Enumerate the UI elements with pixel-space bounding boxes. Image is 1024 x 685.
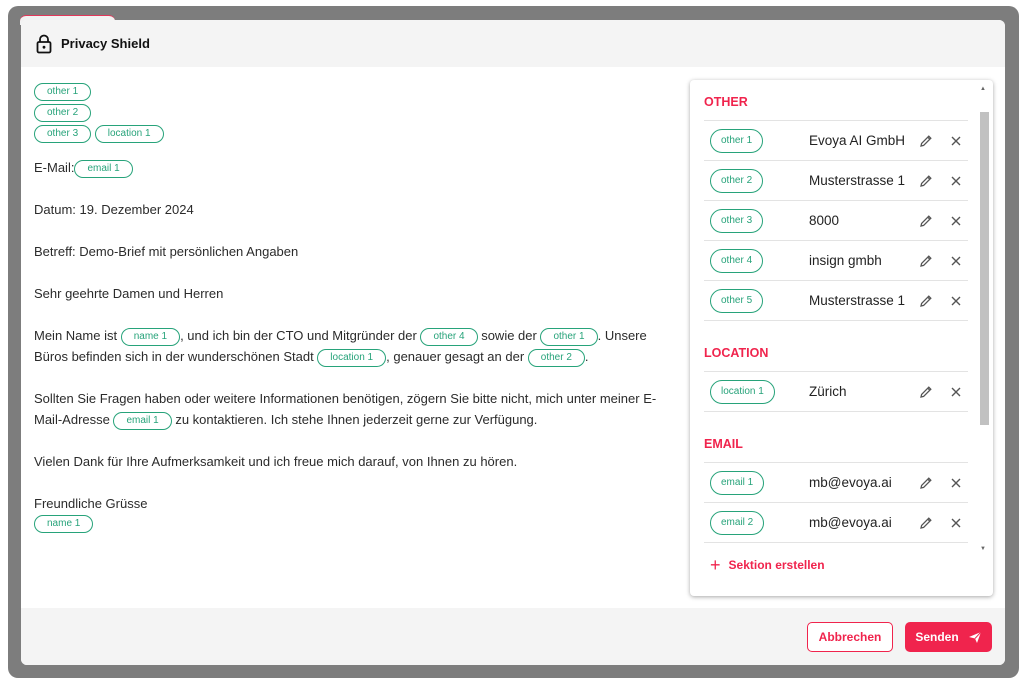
paragraph-2 xyxy=(34,388,664,430)
section-title: LOCATION xyxy=(704,321,968,372)
pencil-icon[interactable] xyxy=(918,293,934,309)
entity-value: Zürich xyxy=(809,384,847,399)
closing: Freundliche Grüsse xyxy=(34,496,148,511)
entity-tag[interactable]: location 1 xyxy=(95,125,164,143)
entity-row xyxy=(704,161,968,201)
entity-row xyxy=(704,281,968,321)
section-title: EMAIL xyxy=(704,412,968,463)
entity-row xyxy=(704,503,968,543)
send-icon xyxy=(968,631,982,644)
pencil-icon[interactable] xyxy=(918,515,934,531)
entity-tag[interactable]: other 2 xyxy=(710,169,763,193)
scroll-up-arrow-icon[interactable]: ▲ xyxy=(980,86,986,92)
text-run: sowie der xyxy=(477,328,541,343)
entity-tag[interactable]: other 3 xyxy=(710,209,763,233)
document-preview xyxy=(34,80,664,533)
entity-row xyxy=(704,241,968,281)
entity-tag[interactable]: other 2 xyxy=(528,349,585,367)
pencil-icon[interactable] xyxy=(918,384,934,400)
text-run: , genauer gesagt an der xyxy=(386,349,528,364)
entity-tag[interactable]: other 1 xyxy=(710,129,763,153)
entity-row xyxy=(704,372,968,412)
date-line: Datum: 19. Dezember 2024 xyxy=(34,202,194,217)
cancel-button[interactable]: Abbrechen xyxy=(807,622,893,652)
close-icon[interactable] xyxy=(948,515,964,531)
entity-tag[interactable]: other 1 xyxy=(34,83,91,101)
scroll-down-arrow-icon[interactable]: ▼ xyxy=(980,546,986,552)
entity-row xyxy=(704,121,968,161)
dialog-title: Privacy Shield xyxy=(61,36,150,51)
text-run: Sollten Sie Fragen haben oder weitere Informationen benötigen, zögern Sie bitte nicht, mich unter meiner E-Mail-Adresse xyxy=(34,391,657,427)
text-run: Mein Name ist xyxy=(34,328,121,343)
entity-tag[interactable]: other 2 xyxy=(34,104,91,122)
lock-icon xyxy=(35,34,53,54)
entity-tag[interactable]: email 2 xyxy=(710,511,764,535)
close-icon[interactable] xyxy=(948,173,964,189)
close-icon[interactable] xyxy=(948,213,964,229)
add-section-label: Sektion erstellen xyxy=(728,558,825,572)
text-run: . Unsere Büros befinden sich in der wunderschönen Stadt xyxy=(34,328,647,364)
greeting: Sehr geehrte Damen und Herren xyxy=(34,286,224,301)
entity-value: Musterstrasse 1 xyxy=(809,173,906,188)
text-run: , und ich bin der CTO und Mitgründer der xyxy=(180,328,421,343)
panel-scrollbar[interactable] xyxy=(978,86,989,556)
entity-tag[interactable]: email 1 xyxy=(710,471,764,495)
pencil-icon[interactable] xyxy=(918,475,934,491)
send-button[interactable] xyxy=(905,622,992,652)
entity-value: mb@evoya.ai xyxy=(809,475,892,490)
entity-value: mb@evoya.ai xyxy=(809,515,892,530)
entity-tag[interactable]: email 1 xyxy=(113,412,171,430)
close-icon[interactable] xyxy=(948,475,964,491)
entity-tag[interactable]: other 4 xyxy=(710,249,763,273)
entity-tag[interactable]: email 1 xyxy=(74,160,132,178)
entities-panel xyxy=(690,80,993,596)
entity-tag[interactable]: other 1 xyxy=(540,328,597,346)
email-line xyxy=(34,157,664,178)
entity-value: Evoya AI GmbH xyxy=(809,133,906,148)
entity-tag[interactable]: name 1 xyxy=(121,328,180,346)
entity-value: 8000 xyxy=(809,213,840,228)
entity-tag[interactable]: name 1 xyxy=(34,515,93,533)
entity-tag[interactable]: other 5 xyxy=(710,289,763,313)
entity-row xyxy=(704,201,968,241)
text-run: . xyxy=(584,349,589,364)
privacy-shield-dialog xyxy=(21,20,1005,665)
dialog-footer xyxy=(21,608,1005,665)
paragraph-1 xyxy=(34,325,664,367)
entity-tag[interactable]: location 1 xyxy=(317,349,386,367)
plus-icon: + xyxy=(710,555,721,575)
entity-row xyxy=(704,463,968,503)
dialog-header xyxy=(21,20,1005,67)
entities-list[interactable] xyxy=(704,80,968,558)
entity-value: Musterstrasse 1 xyxy=(809,293,906,308)
pencil-icon[interactable] xyxy=(918,173,934,189)
close-icon[interactable] xyxy=(948,133,964,149)
email-label: E-Mail: xyxy=(34,160,75,175)
pencil-icon[interactable] xyxy=(918,133,934,149)
close-icon[interactable] xyxy=(948,293,964,309)
entity-tag[interactable]: location 1 xyxy=(710,380,775,404)
close-icon[interactable] xyxy=(948,384,964,400)
close-icon[interactable] xyxy=(948,253,964,269)
section-title: OTHER xyxy=(704,80,968,121)
add-section-button[interactable] xyxy=(710,555,825,575)
text-run: zu kontaktieren. Ich stehe Ihnen jederzeit gerne zur Verfügung. xyxy=(171,412,538,427)
paragraph-3: Vielen Dank für Ihre Aufmerksamkeit und ich freue mich darauf, von Ihnen zu hören. xyxy=(34,454,518,469)
entity-value: insign gmbh xyxy=(809,253,882,268)
entity-tag[interactable]: other 3 xyxy=(34,125,91,143)
entity-tag[interactable]: other 4 xyxy=(420,328,477,346)
subject-line: Betreff: Demo-Brief mit persönlichen Angaben xyxy=(34,244,299,259)
send-label: Senden xyxy=(915,630,959,644)
pencil-icon[interactable] xyxy=(918,253,934,269)
scroll-thumb[interactable] xyxy=(980,112,989,425)
pencil-icon[interactable] xyxy=(918,213,934,229)
